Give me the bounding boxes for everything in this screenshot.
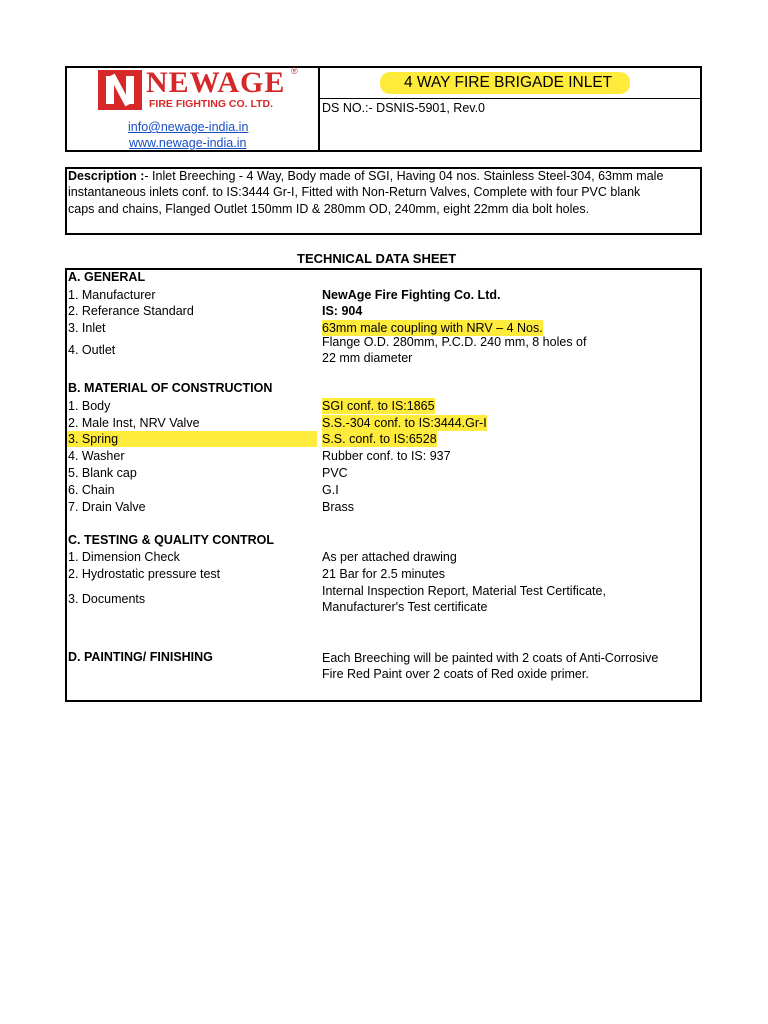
- logo-registered-mark: ®: [291, 66, 298, 76]
- material-row-7-label: 7. Drain Valve: [68, 500, 146, 514]
- section-a-heading: A. GENERAL: [68, 270, 146, 284]
- description-text-1: - Inlet Breeching - 4 Way, Body made of SGI, Having 04 nos. Stainless Steel-304, 63mm male: [144, 169, 664, 183]
- testing-row-2-value: 21 Bar for 2.5 minutes: [322, 567, 445, 581]
- material-row-6-value: G.I: [322, 483, 339, 497]
- material-row-4-label: 4. Washer: [68, 449, 125, 463]
- description-line-2: instantaneous inlets conf. to IS:3444 Gr-I, Fitted with Non-Return Valves, Complete with four PVC blank: [68, 185, 641, 199]
- material-row-2-value: S.S.-304 conf. to IS:3444.Gr-I: [322, 416, 487, 430]
- description-line-3: caps and chains, Flanged Outlet 150mm ID & 280mm OD, 240mm, eight 22mm dia bolt holes.: [68, 202, 590, 216]
- section-d-heading: D. PAINTING/ FINISHING: [68, 650, 213, 664]
- general-row-4-value-1: Flange O.D. 280mm, P.C.D. 240 mm, 8 holes of: [322, 335, 587, 349]
- document-title: 4 WAY FIRE BRIGADE INLET: [380, 72, 630, 94]
- material-row-5-value: PVC: [322, 466, 348, 480]
- general-row-1-label: 1. Manufacturer: [68, 288, 156, 302]
- testing-row-1-value: As per attached drawing: [322, 550, 457, 564]
- testing-row-1-label: 1. Dimension Check: [68, 550, 180, 564]
- website-link[interactable]: www.newage-india.in: [129, 136, 247, 150]
- ds-number: DS NO.:- DSNIS-5901, Rev.0: [322, 101, 486, 115]
- painting-value-2: Fire Red Paint over 2 coats of Red oxide primer.: [322, 667, 589, 681]
- general-row-2-value: IS: 904: [322, 304, 363, 318]
- material-row-7-value: Brass: [322, 500, 354, 514]
- description-label: Description :: [68, 169, 145, 183]
- section-b-heading: B. MATERIAL OF CONSTRUCTION: [68, 381, 273, 395]
- material-row-4-value: Rubber conf. to IS: 937: [322, 449, 451, 463]
- header-title-underline: [318, 98, 702, 99]
- general-row-4-label: 4. Outlet: [68, 343, 116, 357]
- general-row-4-value-2: 22 mm diameter: [322, 351, 413, 365]
- logo-subtitle: FIRE FIGHTING CO. LTD.: [149, 98, 274, 110]
- general-row-1-value: NewAge Fire Fighting Co. Ltd.: [322, 288, 501, 302]
- material-row-3-label: 3. Spring: [68, 432, 119, 446]
- newage-logo-icon: [98, 70, 142, 110]
- testing-row-2-label: 2. Hydrostatic pressure test: [68, 567, 221, 581]
- section-c-heading: C. TESTING & QUALITY CONTROL: [68, 533, 275, 547]
- header-divider: [318, 66, 320, 152]
- material-row-2-label: 2. Male Inst, NRV Valve: [68, 416, 200, 430]
- general-row-3-value: 63mm male coupling with NRV – 4 Nos.: [322, 321, 543, 335]
- general-row-3-label: 3. Inlet: [68, 321, 106, 335]
- testing-row-3-value-2: Manufacturer's Test certificate: [322, 600, 488, 614]
- email-link[interactable]: info@newage-india.in: [128, 120, 249, 134]
- material-row-1-label: 1. Body: [68, 399, 111, 413]
- material-row-1-value: SGI conf. to IS:1865: [322, 399, 435, 413]
- painting-value-1: Each Breeching will be painted with 2 coats of Anti-Corrosive: [322, 651, 659, 665]
- material-row-3-value: S.S. conf. to IS:6528: [322, 432, 437, 446]
- sheet-title: TECHNICAL DATA SHEET: [297, 251, 457, 266]
- general-row-2-label: 2. Referance Standard: [68, 304, 194, 318]
- testing-row-3-label: 3. Documents: [68, 592, 146, 606]
- logo-wordmark: NEWAGE: [146, 66, 286, 99]
- material-row-6-label: 6. Chain: [68, 483, 115, 497]
- testing-row-3-value-1: Internal Inspection Report, Material Test Certificate,: [322, 584, 606, 598]
- material-row-5-label: 5. Blank cap: [68, 466, 137, 480]
- description-line-1: [68, 168, 663, 184]
